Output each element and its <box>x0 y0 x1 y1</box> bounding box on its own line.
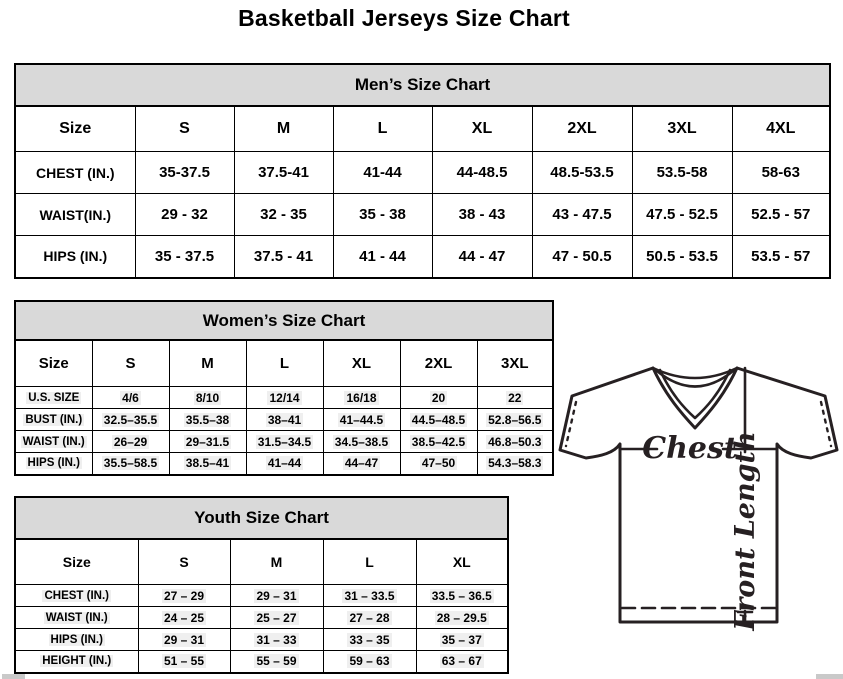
cell <box>323 409 400 431</box>
cell: 50.5 - 53.5 <box>632 236 732 278</box>
right-sleeve-dashed-line <box>821 402 831 446</box>
cell-text: 28 – 29.5 <box>436 610 487 625</box>
cell-text: 52.8–56.5 <box>488 412 542 427</box>
womens-column-header-row <box>15 340 553 387</box>
row-label <box>15 453 92 475</box>
cell <box>477 387 553 409</box>
row-label <box>15 387 92 409</box>
cell <box>477 453 553 475</box>
table-row <box>15 387 553 409</box>
cell: 41 - 44 <box>333 236 432 278</box>
cell <box>138 651 230 673</box>
cell: 53.5-58 <box>632 152 732 194</box>
cell <box>416 651 508 673</box>
cell-text: 31.5–34.5 <box>257 434 312 449</box>
table-row <box>15 585 508 607</box>
table-row <box>15 409 553 431</box>
table-row <box>15 236 830 278</box>
row-label <box>15 409 92 431</box>
cell: 37.5 - 41 <box>234 236 333 278</box>
cell-text: 16/18 <box>346 390 377 405</box>
row-label-text: HEIGHT (IN.) <box>42 655 112 668</box>
cell-text: 32.5–35.5 <box>103 412 158 427</box>
cell <box>230 651 323 673</box>
column-header: L <box>333 106 432 152</box>
cell: 32 - 35 <box>234 194 333 236</box>
cell-text: 54.3–58.3 <box>488 456 542 471</box>
mens-size-chart-table <box>14 63 831 279</box>
cell <box>169 453 246 475</box>
youth-table-title: Youth Size Chart <box>15 497 508 539</box>
cell <box>92 453 169 475</box>
row-label <box>15 585 138 607</box>
column-header: 4XL <box>732 106 830 152</box>
cell-text: 4/6 <box>122 390 139 405</box>
cell-text: 31 – 33.5 <box>344 588 395 603</box>
cell: 44-48.5 <box>432 152 532 194</box>
cell-text: 33.5 – 36.5 <box>431 588 492 603</box>
mens-column-header-row <box>15 106 830 152</box>
row-label-text: WAIST (IN.) <box>22 435 85 448</box>
scan-artifact-left <box>2 674 25 679</box>
row-label: WAIST(IN.) <box>15 194 135 236</box>
column-header: L <box>323 539 416 585</box>
row-label: HIPS (IN.) <box>15 236 135 278</box>
cell-text: 38–41 <box>267 412 302 427</box>
table-row <box>15 431 553 453</box>
cell-text: 63 – 67 <box>441 654 482 669</box>
cell-text: 29 – 31 <box>163 632 205 647</box>
column-header: 2XL <box>532 106 632 152</box>
cell: 43 - 47.5 <box>532 194 632 236</box>
cell <box>169 409 246 431</box>
cell-text: 29–31.5 <box>185 434 230 449</box>
cell <box>138 629 230 651</box>
cell <box>323 431 400 453</box>
cell-text: 46.8–50.3 <box>488 434 542 449</box>
row-label: CHEST (IN.) <box>15 152 135 194</box>
cell-text: 25 – 27 <box>256 610 297 625</box>
cell <box>246 387 323 409</box>
column-header: S <box>138 539 230 585</box>
cell-text: 29 – 31 <box>256 588 297 603</box>
cell-text: 27 – 29 <box>163 588 205 603</box>
youth-column-header-row <box>15 539 508 585</box>
cell-text: 8/10 <box>195 390 220 405</box>
cell <box>230 607 323 629</box>
table-row <box>15 651 508 673</box>
page-title: Basketball Jerseys Size Chart <box>238 5 570 31</box>
cell <box>323 585 416 607</box>
cell-text: 27 – 28 <box>349 610 390 625</box>
cell <box>230 629 323 651</box>
cell <box>230 585 323 607</box>
cell-text: 35.5–58.5 <box>103 456 158 471</box>
cell <box>400 409 477 431</box>
cell: 38 - 43 <box>432 194 532 236</box>
cell-text: 41–44 <box>267 456 302 471</box>
table-row <box>15 629 508 651</box>
row-label-text: U.S. SIZE <box>28 391 80 404</box>
cell-text: 41–44.5 <box>339 412 384 427</box>
row-label <box>15 431 92 453</box>
cell-text: 55 – 59 <box>256 654 297 669</box>
row-label <box>15 651 138 673</box>
row-label-text: CHEST (IN.) <box>44 589 110 602</box>
cell: 29 - 32 <box>135 194 234 236</box>
cell <box>400 387 477 409</box>
cell-text: 33 – 35 <box>349 632 390 647</box>
cell-text: 26–29 <box>113 434 148 449</box>
cell <box>323 651 416 673</box>
cell <box>323 387 400 409</box>
cell-text: 35 – 37 <box>441 632 482 647</box>
youth-size-chart-table <box>14 496 509 674</box>
column-header: M <box>230 539 323 585</box>
cell-text: 31 – 33 <box>256 632 297 647</box>
youth-table-title-row <box>15 497 508 539</box>
womens-size-chart-table <box>14 300 554 476</box>
cell <box>323 607 416 629</box>
column-header: 3XL <box>477 340 553 387</box>
cell-text: 24 – 25 <box>163 610 205 625</box>
cell <box>92 431 169 453</box>
cell: 37.5-41 <box>234 152 333 194</box>
cell <box>246 409 323 431</box>
cell-text: 44.5–48.5 <box>411 412 466 427</box>
cell: 58-63 <box>732 152 830 194</box>
cell-text: 47–50 <box>421 456 456 471</box>
cell <box>92 409 169 431</box>
jersey-diagram <box>556 354 841 646</box>
column-header: Size <box>15 539 138 585</box>
column-header: M <box>234 106 333 152</box>
table-row <box>15 607 508 629</box>
cell-text: 38.5–41 <box>185 456 230 471</box>
left-sleeve-dashed-line <box>566 402 576 446</box>
cell <box>138 607 230 629</box>
cell <box>138 585 230 607</box>
cell: 52.5 - 57 <box>732 194 830 236</box>
cell <box>246 453 323 475</box>
cell <box>323 629 416 651</box>
cell-text: 12/14 <box>269 390 300 405</box>
front-length-label: Front Length <box>730 431 761 631</box>
cell <box>416 607 508 629</box>
column-header: XL <box>432 106 532 152</box>
row-label <box>15 607 138 629</box>
womens-table-title-row <box>15 301 553 340</box>
row-label <box>15 629 138 651</box>
column-header: XL <box>416 539 508 585</box>
cell: 35 - 37.5 <box>135 236 234 278</box>
cell: 41-44 <box>333 152 432 194</box>
column-header: XL <box>323 340 400 387</box>
mens-table-title: Men’s Size Chart <box>15 64 830 106</box>
cell-text: 22 <box>508 390 522 405</box>
column-header: S <box>135 106 234 152</box>
table-row <box>15 194 830 236</box>
chest-label: Chest <box>642 431 738 466</box>
scan-artifact-right <box>816 674 843 679</box>
cell <box>416 585 508 607</box>
column-header: S <box>92 340 169 387</box>
cell <box>400 453 477 475</box>
cell: 47 - 50.5 <box>532 236 632 278</box>
cell-text: 38.5–42.5 <box>411 434 466 449</box>
cell-text: 20 <box>431 390 446 405</box>
table-row <box>15 152 830 194</box>
cell-text: 34.5–38.5 <box>334 434 389 449</box>
row-label-text: BUST (IN.) <box>25 413 83 426</box>
cell <box>416 629 508 651</box>
cell-text: 35.5–38 <box>185 412 230 427</box>
cell: 35-37.5 <box>135 152 234 194</box>
cell: 47.5 - 52.5 <box>632 194 732 236</box>
column-header: 2XL <box>400 340 477 387</box>
mens-table-title-row <box>15 64 830 106</box>
jersey-outline <box>560 368 837 622</box>
cell: 35 - 38 <box>333 194 432 236</box>
column-header: M <box>169 340 246 387</box>
table-row <box>15 453 553 475</box>
cell-text: 59 – 63 <box>349 654 390 669</box>
cell <box>477 409 553 431</box>
column-header: Size <box>15 106 135 152</box>
cell <box>169 431 246 453</box>
cell: 53.5 - 57 <box>732 236 830 278</box>
cell <box>92 387 169 409</box>
cell: 44 - 47 <box>432 236 532 278</box>
cell <box>169 387 246 409</box>
womens-table-title: Women’s Size Chart <box>15 301 553 340</box>
cell <box>323 453 400 475</box>
cell-text: 51 – 55 <box>163 654 205 669</box>
column-header: L <box>246 340 323 387</box>
cell-text: 44–47 <box>344 456 379 471</box>
cell <box>400 431 477 453</box>
row-label-text: HIPS (IN.) <box>27 457 80 470</box>
column-header: 3XL <box>632 106 732 152</box>
cell: 48.5-53.5 <box>532 152 632 194</box>
row-label-text: WAIST (IN.) <box>45 611 108 624</box>
row-label-text: HIPS (IN.) <box>50 633 103 646</box>
cell <box>246 431 323 453</box>
column-header: Size <box>15 340 92 387</box>
cell <box>477 431 553 453</box>
